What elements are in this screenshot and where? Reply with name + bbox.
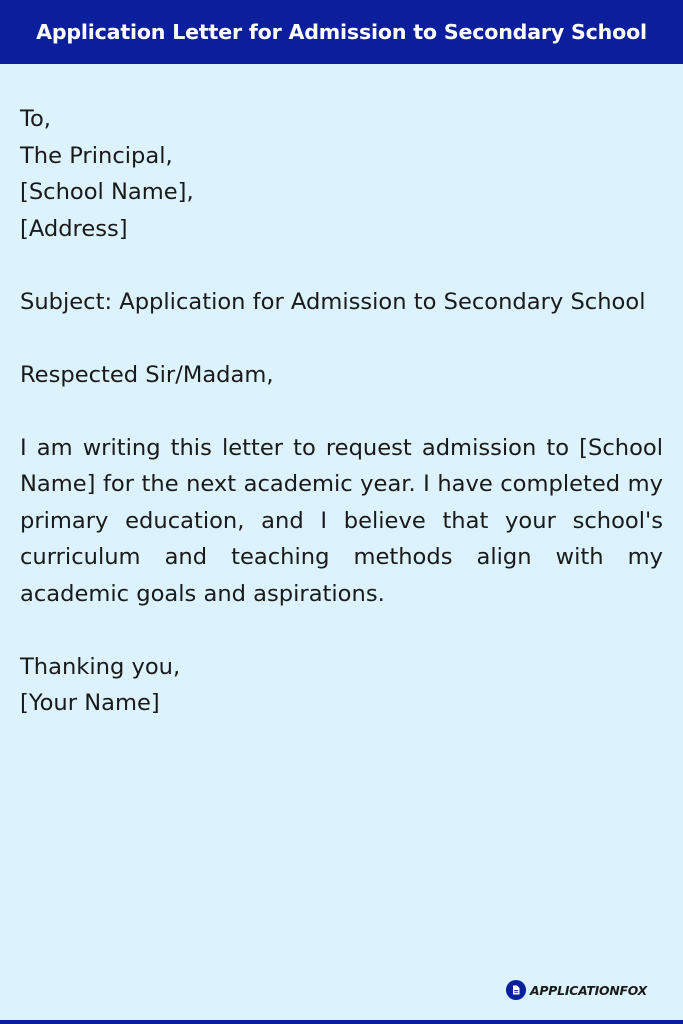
address-line: The Principal, — [20, 142, 173, 169]
document-icon — [506, 980, 526, 1000]
recipient-address — [20, 101, 663, 247]
logo-text: APPLICATIONFOX — [530, 982, 648, 998]
letter-signature: [Your Name] — [20, 690, 160, 716]
letter-paragraph: I am writing this letter to request admission to [School Name] for the next academic year. I have completed my primary education, and I believe that your school's curriculum and teaching methods align with my academic goals and aspirations. — [20, 434, 663, 607]
address-line: [Address] — [20, 215, 128, 242]
letter-closing: Thanking you, — [20, 653, 181, 680]
bottom-bar — [0, 1020, 683, 1024]
letter-body — [20, 101, 663, 722]
page-title: Application Letter for Admission to Secondary School — [36, 20, 647, 44]
page-header — [0, 0, 683, 64]
letter-subject: Subject: Application for Admission to Secondary School — [20, 288, 646, 315]
address-line: To, — [20, 106, 51, 132]
address-line: [School Name], — [20, 179, 194, 205]
letter-salutation: Respected Sir/Madam, — [20, 361, 274, 388]
applicationfox-logo — [506, 980, 647, 1000]
